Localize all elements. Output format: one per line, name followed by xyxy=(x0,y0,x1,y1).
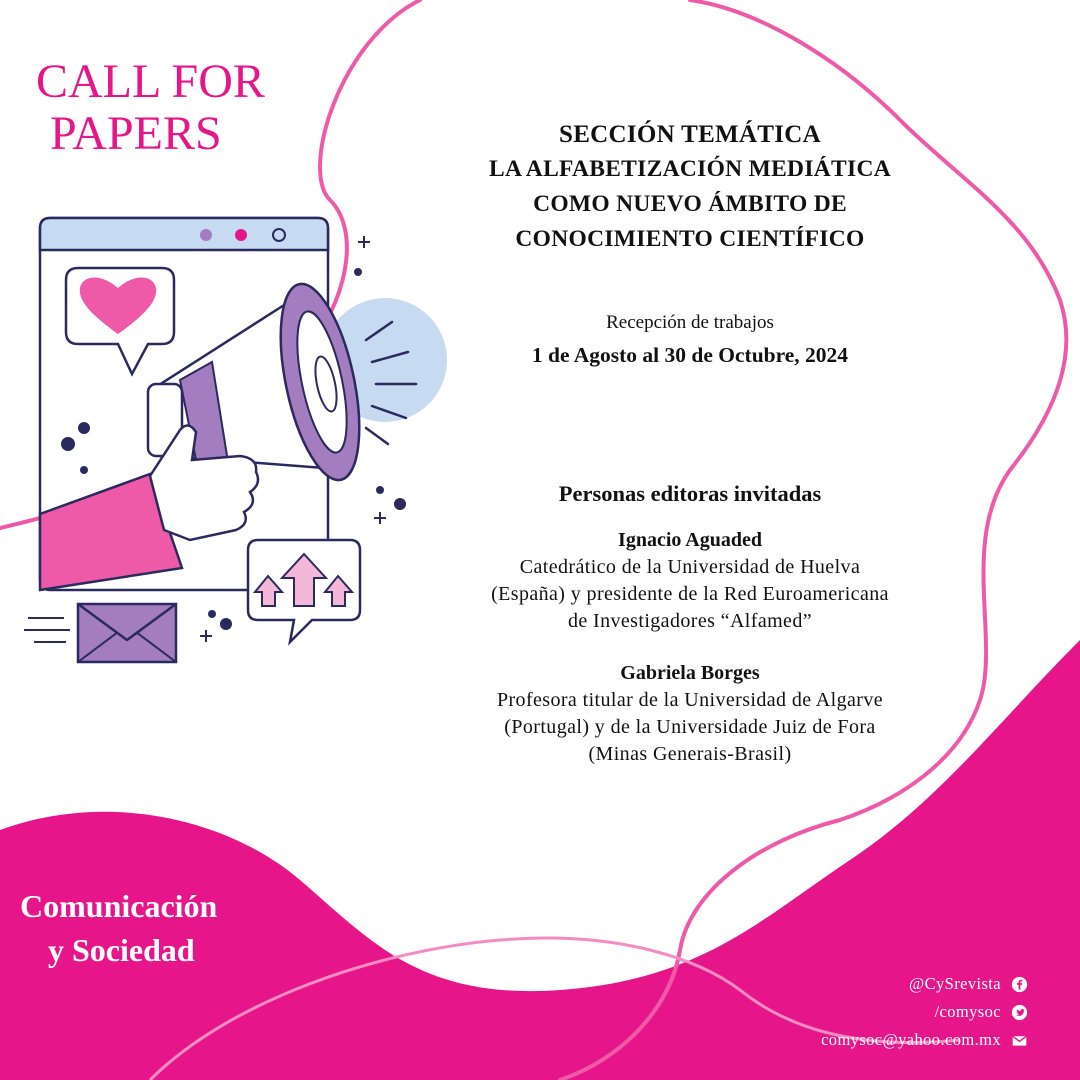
editor-aguaded xyxy=(430,526,950,635)
journal-line-2: y Sociedad xyxy=(48,932,195,968)
journal-line-1: Comunicación xyxy=(20,888,218,924)
facebook-handle[interactable]: @CySrevista xyxy=(908,974,1001,993)
call-line-2: PAPERS xyxy=(50,107,222,160)
contact-twitter[interactable] xyxy=(821,998,1028,1026)
editor-desc-line: Profesora titular de la Universidad de Algarve xyxy=(496,689,884,711)
editor-name: Ignacio Aguaded xyxy=(618,529,762,551)
arrows-bubble xyxy=(248,540,360,642)
contact-email[interactable] xyxy=(821,1026,1028,1054)
facebook-icon[interactable] xyxy=(1011,976,1028,993)
section-title-line-3: CONOCIMIENTO CIENTÍFICO xyxy=(515,226,865,252)
editors-heading: Personas editoras invitadas xyxy=(558,481,822,506)
reception-dates: 1 de Agosto al 30 de Octubre, 2024 xyxy=(531,343,849,367)
section-title-line-1: LA ALFABETIZACIÓN MEDIÁTICA xyxy=(488,156,891,182)
email-address[interactable]: comysoc@yahoo.com.mx xyxy=(821,1030,1001,1049)
call-for-papers-heading xyxy=(34,56,324,160)
editor-desc-line: de Investigadores “Alfamed” xyxy=(567,610,813,632)
journal-name xyxy=(18,884,258,972)
twitter-handle[interactable]: /comysoc xyxy=(934,1002,1001,1021)
editor-desc-line: (Portugal) y de la Universidade Juiz de Fora xyxy=(504,716,876,738)
section-label: SECCIÓN TEMÁTICA xyxy=(558,121,822,148)
call-line-1: CALL FOR xyxy=(36,55,265,108)
editor-borges xyxy=(430,659,950,768)
reception-block xyxy=(430,308,950,372)
guest-editors xyxy=(430,478,950,768)
mail-icon[interactable] xyxy=(1011,1032,1028,1049)
editor-desc-line: (Minas Generais-Brasil) xyxy=(588,743,792,765)
envelope xyxy=(24,604,176,662)
editor-name: Gabriela Borges xyxy=(620,662,760,684)
section-title-line-2: COMO NUEVO ÁMBITO DE xyxy=(533,191,847,217)
twitter-icon[interactable] xyxy=(1011,1004,1028,1021)
editor-desc-line: (España) y presidente de la Red Euroamericana xyxy=(491,583,889,605)
reception-label: Recepción de trabajos xyxy=(606,312,774,333)
contact-facebook[interactable] xyxy=(821,970,1028,998)
contact-list xyxy=(821,970,1028,1054)
editor-desc-line: Catedrático de la Universidad de Huelva xyxy=(519,556,861,578)
thematic-section xyxy=(430,118,950,257)
